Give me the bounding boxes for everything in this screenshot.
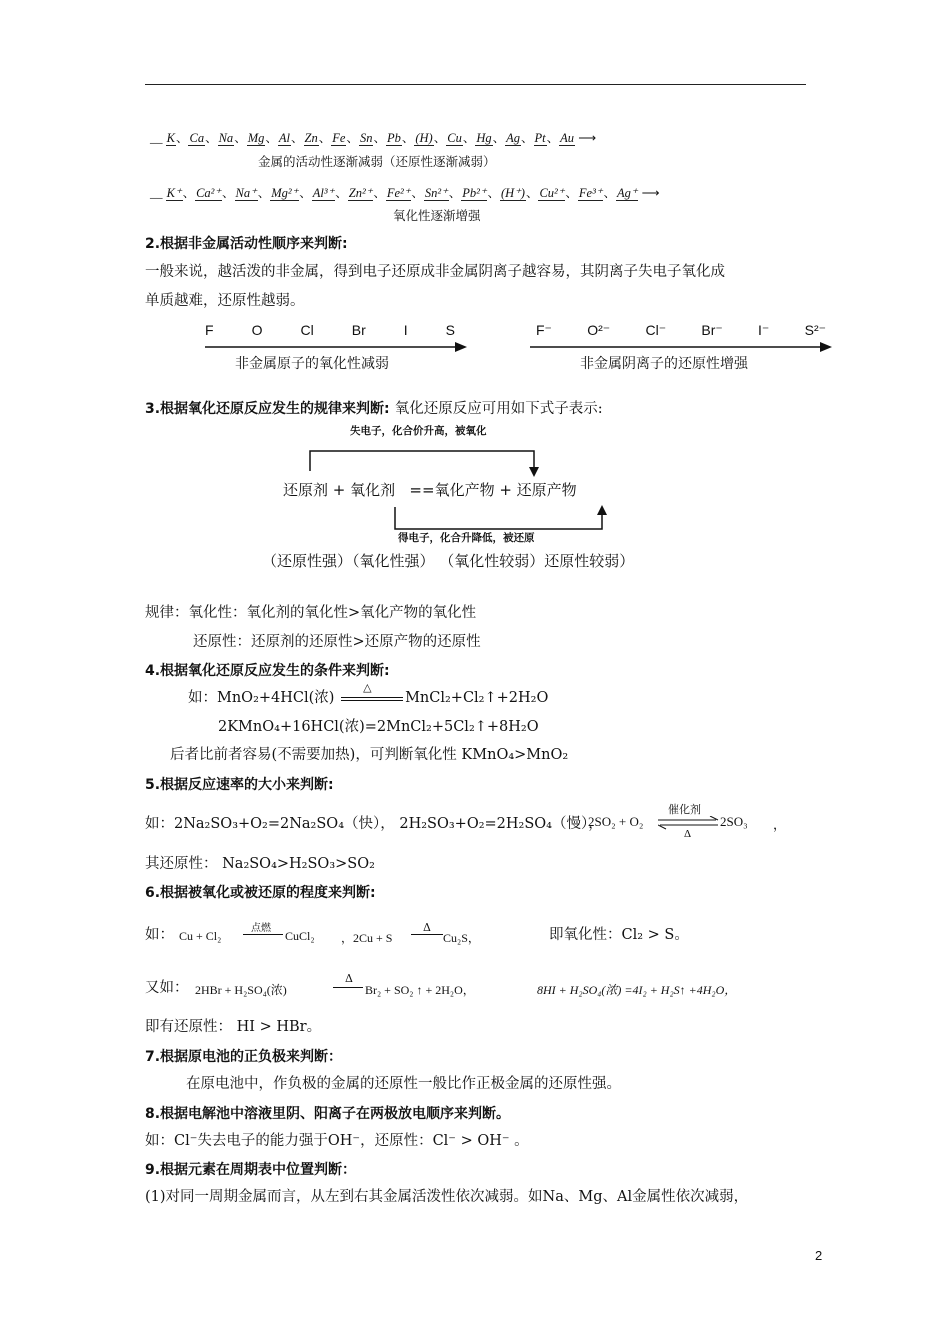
section-9-text: (1)对同一周期金属而言，从左到右其金属活泼性依次减弱。如Na、Mg、Al金属性依次减弱， [145,1189,749,1205]
ion-series-item: Sn²⁺ [424,186,448,200]
metal-series-item: Al [278,131,290,145]
arrow-icon: ⟶ [578,131,597,145]
section-7-text: 在原电池中，作负极的金属的还原性一般比作正极金属的还原性强。 [186,1076,621,1092]
rule-2: 还原性：还原剂的还原性>还原产物的还原性 [193,634,481,650]
nonmetal-atom-diagram [205,322,467,372]
nonmetal-atom: Br [351,322,366,338]
metal-series-item: Ca [189,131,205,145]
section-3-heading: 3.根据氧化还原反应发生的规律来判断: [145,401,390,417]
metal-series-item: Ag [506,131,521,145]
section-4-conclusion: 后者比前者容易(不需要加热)，可判断氧化性 KMnO₄>MnO₂ [170,747,569,763]
strength-labels: （还原性强）（氧化性强） （氧化性较弱）还原性较弱） [262,552,635,570]
metal-series-item: Hg [476,131,492,145]
nonmetal-anion-diagram [530,322,832,372]
atom-caption: 非金属原子的氧化性减弱 [235,356,389,372]
section-4-heading: 4.根据氧化还原反应发生的条件来判断: [145,663,390,679]
nonmetal-atom: F [205,322,214,338]
section-6-example-1: 如： Cu + Cl₂ 点燃 CuCl₂ ，2Cu + S Δ Cu₂S， 即氧化性：Cl₂ > S。 [145,921,689,945]
metal-series-item: Pt [534,131,546,145]
heating-condition: △ [339,688,405,708]
section-4-eq-1: 如：MnO₂+4HCl(浓) △ MnCl₂+Cl₂↑+2H₂O [188,681,549,706]
ion-series-item: Zn²⁺ [348,186,373,200]
metal-series-caption: 金属的活动性逐渐减弱（还原性逐渐减弱） [258,154,496,169]
nonmetal-atom: Cl [300,322,314,338]
redox-equation: 还原剂 + 氧化剂 ==氧化产物 + 还原产物 [283,481,577,499]
arrow-icon [530,340,832,354]
nonmetal-anion: O²⁻ [587,322,611,338]
ion-series-item: Ca²⁺ [196,186,222,200]
metal-series-item: Fe [332,131,346,145]
redox-diagram [262,423,680,588]
section-7-heading: 7.根据原电池的正负极来判断： [145,1049,343,1065]
atom-row [205,322,455,338]
so2-equilibrium: 2SO₂ + O₂ 催化剂 Δ 2SO₃ ， [588,803,787,840]
nonmetal-atom: S [445,322,455,338]
ion-series-item: Na⁺ [235,186,257,200]
metal-series-item: Mg [247,131,265,145]
metal-series-item: Pb [386,131,401,145]
metal-series-item: Na [218,131,234,145]
ion-series-item: (H⁺) [501,186,525,200]
metal-series-items: K、Ca、Na、Mg、Al、Zn、Fe、Sn、Pb、(H)、Cu、Hg、Ag、Pt、Au [166,131,575,145]
section-9-heading: 9.根据元素在周期表中位置判断： [145,1162,357,1178]
ion-series-item: Al³⁺ [312,186,335,200]
nonmetal-anion: F⁻ [536,322,552,338]
ion-series-item: Cu²⁺ [539,186,565,200]
nonmetal-anion: Br⁻ [701,322,723,338]
nonmetal-anion: I⁻ [758,322,770,338]
ion-series-caption: 氧化性逐渐增强 [393,208,481,223]
section-6-conclusion: 即有还原性： HI > HBr。 [145,1019,322,1035]
ion-series-items: K⁺、Ca²⁺、Na⁺、Mg²⁺、Al³⁺、Zn²⁺、Fe²⁺、Sn²⁺、Pb²⁺、(H⁺)、Cu²⁺、Fe³⁺、Ag⁺ [166,186,638,200]
page-number: 2 [815,1248,823,1263]
metal-series-item: Au [560,131,575,145]
section-5-line: 如：2Na₂SO₃+O₂=2Na₂SO₄（快）， 2H₂SO₃+O₂=2H₂SO₄（慢）， [145,816,603,832]
bottom-label: 得电子，化合升降低，被还原 [398,532,535,544]
section-3-heading-line [145,398,603,419]
section-2-text-1: 一般来说，越活泼的非金属，得到电子还原成非金属阴离子越容易，其阴离子失电子氧化成 [145,264,725,280]
nonmetal-atom: I [403,322,408,338]
section-5-conclusion: 其还原性： Na₂SO₄>H₂SO₃>SO₂ [145,856,375,872]
nonmetal-anion: S²⁻ [804,322,826,338]
ion-series-item: Mg²⁺ [271,186,299,200]
section-3-heading-tail: 氧化还原反应可用如下式子表示: [394,401,603,417]
nonmetal-anion: Cl⁻ [645,322,667,338]
section-6-example-2: 又如： 2HBr + H₂SO₄(浓) Δ Br₂ + SO₂ ↑ + 2H₂O， 8HI + H₂SO₄(浓) =4I₂ + H₂S↑ +4H₂O， [145,972,737,997]
metal-series-item: (H) [415,131,433,145]
header-rule [145,84,806,85]
section-6-heading: 6.根据被氧化或被还原的程度来判断: [145,885,376,901]
ion-series: __ K⁺、Ca²⁺、Na⁺、Mg²⁺、Al³⁺、Zn²⁺、Fe²⁺、Sn²⁺、Pb²⁺、(H⁺)、Cu²⁺、Fe³⁺、Ag⁺ ⟶ [150,186,660,200]
top-label: 失电子，化合价升高，被氧化 [350,425,487,437]
section-2-heading: 2.根据非金属活动性顺序来判断: [145,236,348,252]
ion-series-item: Fe²⁺ [386,186,411,200]
section-8-text: 如：Cl⁻失去电子的能力强于OH⁻，还原性：Cl⁻ > OH⁻ 。 [145,1133,529,1149]
metal-series-item: Zn [304,131,318,145]
arrow-icon [205,340,467,354]
metal-series-item: Sn [359,131,373,145]
rule-1: 规律：氧化性：氧化剂的氧化性>氧化产物的氧化性 [145,605,477,621]
ion-series-item: Ag⁺ [616,186,638,200]
metal-series-item: K [166,131,175,145]
nonmetal-atom: O [251,322,263,338]
metal-series: __ K、Ca、Na、Mg、Al、Zn、Fe、Sn、Pb、(H)、Cu、Hg、Ag、Pt、Au ⟶ [150,131,597,145]
section-8-heading: 8.根据电解池中溶液里阴、阳离子在两极放电顺序来判断。 [145,1106,511,1122]
ion-series-item: Fe³⁺ [578,186,603,200]
section-5-heading: 5.根据反应速率的大小来判断: [145,777,334,793]
ion-series-item: K⁺ [166,186,182,200]
ion-series-item: Pb²⁺ [462,186,487,200]
arrow-icon: ⟶ [641,186,660,200]
section-2-text-2: 单质越难，还原性越弱。 [145,293,305,309]
metal-series-item: Cu [447,131,462,145]
anion-row [536,322,826,339]
section-4-eq-2: 2KMnO₄+16HCl(浓)=2MnCl₂+5Cl₂↑+8H₂O [218,719,539,735]
anion-caption: 非金属阴离子的还原性增强 [580,356,748,372]
